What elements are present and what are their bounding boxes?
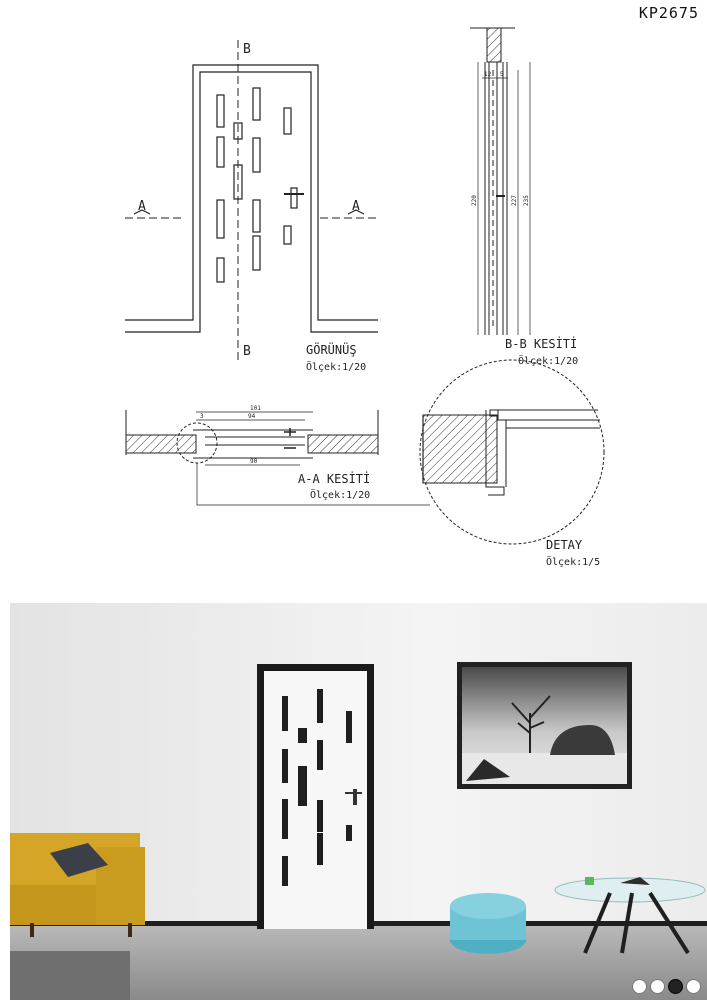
color-swatch-1[interactable] (632, 979, 647, 994)
interior-photo (10, 603, 707, 1000)
section-mark-a-right: A (352, 199, 360, 214)
section-mark-a-left: A (138, 199, 146, 214)
section-aa-scale: Ölçek:1/20 (310, 490, 371, 501)
door[interactable] (257, 664, 374, 929)
section-bb-scale: Ölçek:1/20 (518, 356, 579, 367)
wall-picture (457, 662, 632, 789)
detail-scale: Ölçek:1/5 (546, 557, 601, 568)
elevation-title: GÖRÜNÜŞ (306, 343, 357, 357)
bb-dim-top2: 5 (500, 71, 504, 78)
aa-dim-outer: 101 (250, 405, 261, 412)
elevation-scale: Ölçek:1/20 (306, 362, 367, 373)
color-swatch-3[interactable] (668, 979, 683, 994)
door-handle[interactable] (353, 789, 357, 805)
pouf (450, 893, 526, 954)
rug (10, 951, 130, 1000)
detail-title: DETAY (546, 538, 583, 552)
color-swatch-2[interactable] (650, 979, 665, 994)
section-mark-b-bottom: B (243, 344, 251, 359)
bb-dim-h1: 220 (471, 195, 478, 206)
bb-dim-h3: 235 (523, 195, 530, 206)
elevation-view (125, 40, 378, 360)
sofa (10, 833, 145, 937)
color-swatch-selector (632, 979, 701, 994)
color-swatch-4[interactable] (686, 979, 701, 994)
bb-dim-h2: 227 (511, 195, 518, 206)
aa-dim-inner: 90 (250, 458, 258, 465)
product-code: KP2675 (638, 4, 699, 22)
aa-dim-small: 3 (200, 413, 204, 420)
bb-dim-top: 12 (484, 71, 492, 78)
detail-view (420, 360, 604, 544)
section-aa-title: A-A KESİTİ (298, 472, 371, 486)
aa-dim-mid: 94 (248, 413, 256, 420)
section-bb-title: B-B KESİTİ (505, 337, 578, 351)
section-mark-b-top: B (243, 42, 251, 57)
section-aa-view (126, 410, 430, 505)
